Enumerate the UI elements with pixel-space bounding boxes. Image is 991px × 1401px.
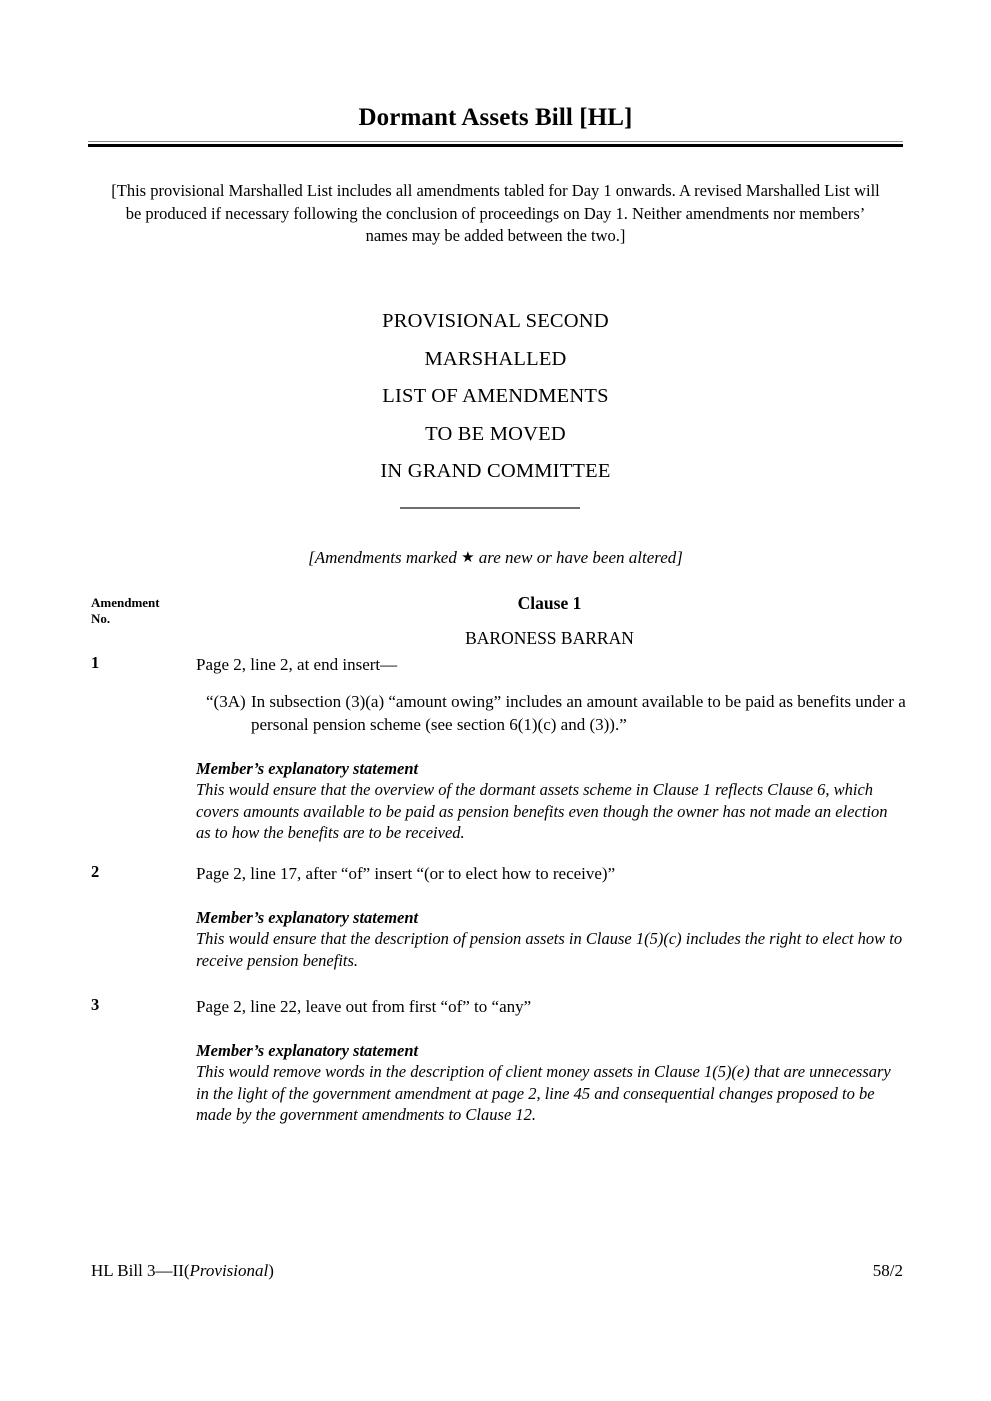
explanatory-statement-text: This would remove words in the description of client money assets in Clause 1(5)(e) that are unnecessary in the light of the government amendment at page 2, line 45 and consequential changes proposed to be made by the government amendments to Clause 12. [196, 1062, 891, 1124]
amendment-body [196, 862, 903, 971]
page-footer [91, 1261, 903, 1281]
explanatory-statement-title: Member’s explanatory statement [196, 1041, 419, 1060]
bill-reference-prefix: HL Bill 3—II( [91, 1261, 190, 1280]
provisional-list-note: [This provisional Marshalled List includes all amendments tabled for Day 1 onwards. A revised Marshalled List will be produced if necessary following the conclusion of proceedings on Day 1. Neither amendments nor members’ names may be added between the two.] [111, 181, 880, 245]
explanatory-statement-title: Member’s explanatory statement [196, 908, 419, 927]
heading-line-4: TO BE MOVED [425, 422, 566, 445]
bill-reference [91, 1261, 274, 1281]
star-legend-prefix: [Amendments marked [308, 548, 462, 567]
column-header-line-1: Amendment [91, 595, 160, 610]
amendment-entry [91, 862, 903, 971]
explanatory-statement [196, 758, 903, 844]
amendment-instruction: Page 2, line 2, at end insert— [196, 655, 398, 674]
clause-heading: Clause 1 [517, 593, 582, 613]
title-divider-rules [88, 141, 903, 147]
amendment-quote-label: “(3A) [206, 692, 246, 711]
bill-reference-provisional: Provisional [189, 1261, 269, 1280]
bill-reference-suffix: ) [268, 1261, 274, 1280]
heading-line-5: IN GRAND COMMITTEE [380, 460, 611, 482]
heading-line-3: LIST OF AMENDMENTS [382, 385, 609, 407]
star-legend-suffix: are new or have been altered] [474, 548, 683, 567]
page-number: 58/2 [872, 1261, 903, 1280]
amendment-number: 2 [91, 862, 100, 881]
amendment-body [196, 995, 903, 1126]
amendment-instruction: Page 2, line 22, leave out from first “of” to “any” [196, 997, 532, 1016]
document-title: Dormant Assets Bill [HL] [358, 104, 633, 131]
column-header-line-2: No. [91, 611, 111, 626]
star-legend-note [0, 548, 991, 568]
section-separator-rule [400, 507, 580, 509]
amendment-sponsor: BARONESS BARRAN [465, 628, 634, 648]
amendment-number: 3 [91, 995, 100, 1014]
amendment-entry [91, 653, 906, 844]
heading-line-2: MARSHALLED [424, 347, 567, 370]
explanatory-statement [196, 907, 903, 971]
divider-rule-thick [88, 144, 903, 147]
heading-line-1: PROVISIONAL SECOND [382, 310, 609, 332]
amendment-quoted-text [206, 690, 951, 736]
amendment-quote-body: In subsection (3)(a) “amount owing” includes an amount available to be paid as benefits under a personal pension scheme (see section 6(1)(c) and (3)).” [251, 692, 906, 734]
star-icon: ★ [461, 550, 475, 566]
explanatory-statement-title: Member’s explanatory statement [196, 759, 419, 778]
amendment-number: 1 [91, 653, 100, 672]
explanatory-statement-text: This would ensure that the description of pension assets in Clause 1(5)(c) includes the right to elect how to receive pension benefits. [196, 929, 903, 970]
marshalled-list-heading [0, 303, 991, 491]
amendment-instruction: Page 2, line 17, after “of” insert “(or to elect how to receive)” [196, 864, 616, 883]
explanatory-statement [196, 1040, 903, 1126]
amendment-body [196, 653, 906, 844]
explanatory-statement-text: This would ensure that the overview of the dormant assets scheme in Clause 1 reflects Clause 6, which covers amounts available to be paid as pension benefits even though the owner has not made an election as to how the benefits are to be received. [196, 780, 888, 842]
amendment-entry [91, 995, 903, 1126]
